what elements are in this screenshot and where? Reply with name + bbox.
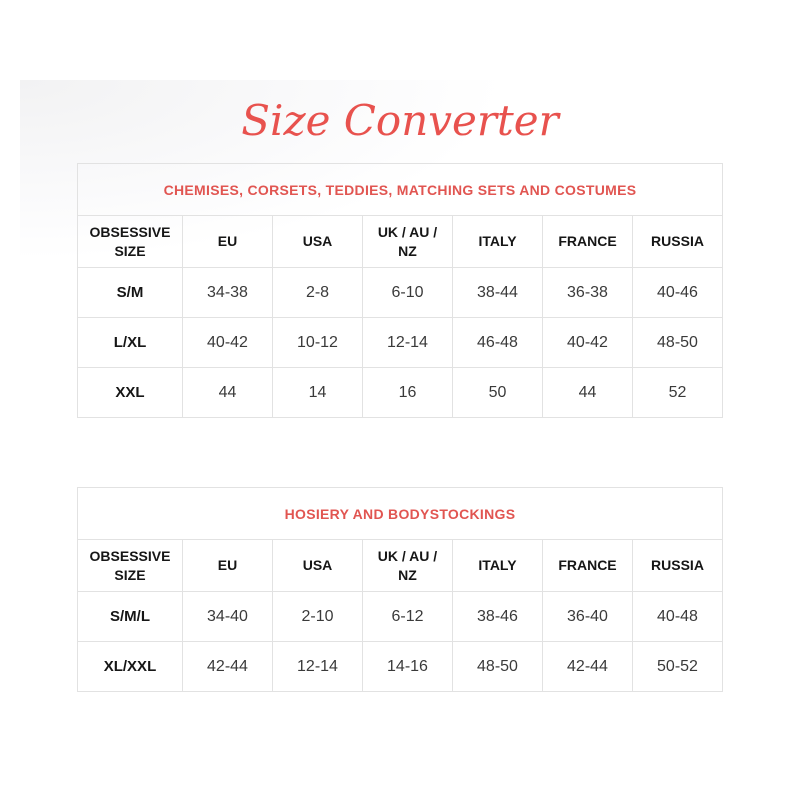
table-header-row	[77, 540, 722, 592]
table-cell: 42-44	[182, 642, 272, 692]
size-table	[77, 163, 723, 418]
table-cell: 36-40	[542, 592, 632, 642]
table-row	[77, 642, 722, 692]
table-cell: 52	[633, 368, 723, 418]
table-caption-row	[77, 488, 722, 540]
table-cell: 50-52	[632, 642, 722, 692]
table-cell: 44	[543, 368, 633, 418]
column-header: FRANCE	[542, 540, 632, 592]
table-cell: 14-16	[362, 642, 452, 692]
table-cell: 10-12	[273, 318, 363, 368]
table-cell: 36-38	[543, 268, 633, 318]
table-caption-row	[78, 164, 723, 216]
size-table	[77, 487, 723, 692]
table-cell: 46-48	[453, 318, 543, 368]
row-size-label: L/XL	[78, 318, 183, 368]
column-header: UK / AU / NZ	[362, 540, 452, 592]
table-cell: 48-50	[633, 318, 723, 368]
content-panel	[20, 80, 780, 800]
tables-container	[20, 163, 780, 692]
column-header: RUSSIA	[632, 540, 722, 592]
table-cell: 40-42	[543, 318, 633, 368]
column-header: RUSSIA	[633, 216, 723, 268]
table-row	[78, 318, 723, 368]
column-header: ITALY	[453, 216, 543, 268]
row-size-label: XL/XXL	[77, 642, 182, 692]
table-header-row	[78, 216, 723, 268]
table-cell: 14	[273, 368, 363, 418]
table-cell: 34-40	[182, 592, 272, 642]
table-cell: 40-42	[183, 318, 273, 368]
row-size-label: S/M/L	[77, 592, 182, 642]
column-header: USA	[272, 540, 362, 592]
table-cell: 44	[183, 368, 273, 418]
column-header: USA	[273, 216, 363, 268]
column-header: UK / AU / NZ	[363, 216, 453, 268]
table-cell: 6-10	[363, 268, 453, 318]
column-header: ITALY	[452, 540, 542, 592]
table-cell: 6-12	[362, 592, 452, 642]
table-cell: 16	[363, 368, 453, 418]
row-size-label: S/M	[78, 268, 183, 318]
table-cell: 38-44	[453, 268, 543, 318]
table-cell: 12-14	[272, 642, 362, 692]
table-row	[78, 368, 723, 418]
page-title: Size Converter	[241, 96, 559, 145]
column-header: OBSESSIVE SIZE	[78, 216, 183, 268]
table-cell: 12-14	[363, 318, 453, 368]
column-header: OBSESSIVE SIZE	[77, 540, 182, 592]
column-header: EU	[182, 540, 272, 592]
row-size-label: XXL	[78, 368, 183, 418]
table-cell: 40-46	[633, 268, 723, 318]
table-cell: 48-50	[452, 642, 542, 692]
table-cell: 2-8	[273, 268, 363, 318]
table-row	[77, 592, 722, 642]
table-caption: CHEMISES, CORSETS, TEDDIES, MATCHING SETS AND COSTUMES	[78, 164, 723, 216]
column-header: EU	[183, 216, 273, 268]
column-header: FRANCE	[543, 216, 633, 268]
table-row	[78, 268, 723, 318]
table-cell: 2-10	[272, 592, 362, 642]
table-cell: 38-46	[452, 592, 542, 642]
table-cell: 34-38	[183, 268, 273, 318]
table-cell: 42-44	[542, 642, 632, 692]
table-caption: HOSIERY AND BODYSTOCKINGS	[77, 488, 722, 540]
table-cell: 40-48	[632, 592, 722, 642]
table-cell: 50	[453, 368, 543, 418]
